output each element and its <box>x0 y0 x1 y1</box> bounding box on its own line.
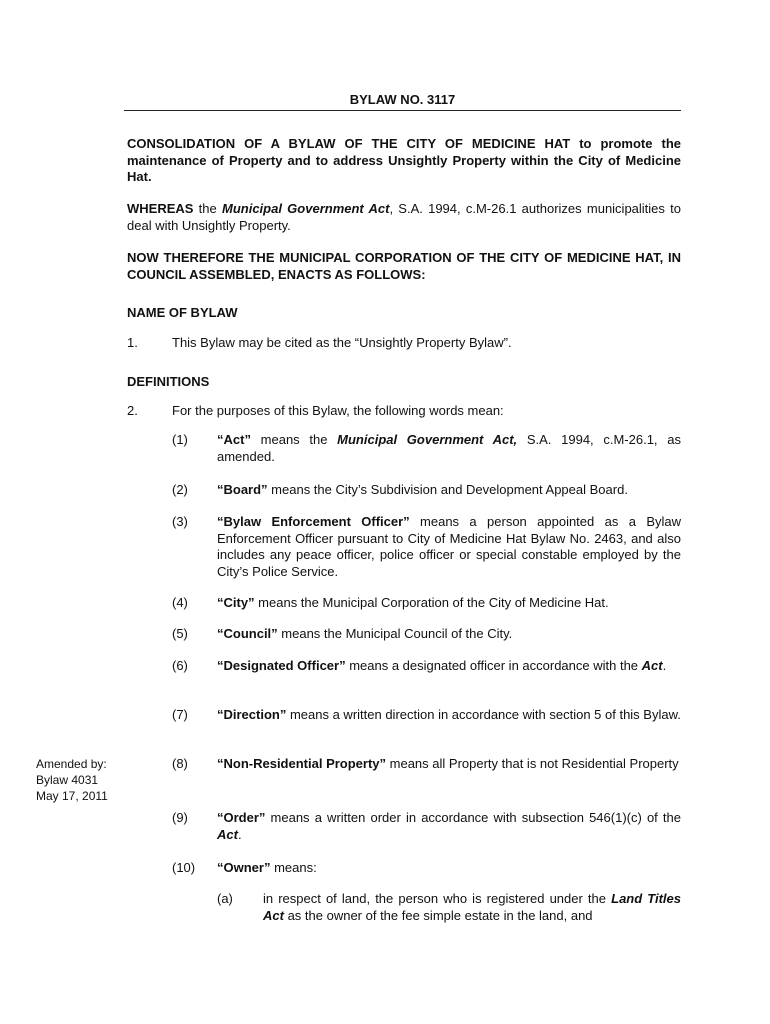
definition-term: “Designated Officer” <box>217 658 346 673</box>
definition-body: means a written direction in accordance with section 5 of this Bylaw. <box>286 707 681 722</box>
definition-term: “Non-Residential Property” <box>217 756 387 771</box>
whereas-act-name: Municipal Government Act <box>222 201 390 216</box>
definition-body: means a written order in accordance with subsection 546(1)(c) of the <box>265 810 681 825</box>
definition-text <box>217 756 681 773</box>
definition-suffix: . <box>662 658 667 673</box>
definition-body: means the Municipal Corporation of the City of Medicine Hat. <box>254 595 609 610</box>
definition-number: (1) <box>172 432 188 447</box>
owner-term: “Owner” <box>217 860 271 875</box>
consolidation-title: CONSOLIDATION OF A BYLAW OF THE CITY OF MEDICINE HAT to promote the maintenance of Property and to address Unsightly Property within the City of Medicine Hat. <box>127 136 681 184</box>
bylaw-title: BYLAW NO. 3117 <box>349 92 456 107</box>
owner-pre: means: <box>270 860 317 875</box>
enactment-clause: NOW THEREFORE THE MUNICIPAL CORPORATION OF THE CITY OF MEDICINE HAT, IN COUNCIL ASSEMBLED, ENACTS AS FOLLOWS: <box>127 250 681 282</box>
definition-term: “City” <box>217 595 255 610</box>
amendment-note-line: Bylaw 4031 <box>36 773 99 787</box>
amendment-note-line: Amended by: <box>36 757 107 771</box>
definition-text <box>217 514 681 580</box>
definition-text <box>217 432 681 465</box>
owner-sub-post: as the owner of the fee simple estate in the land, and <box>283 907 593 923</box>
definition-number: (9) <box>172 810 188 825</box>
definition-body: means a person appointed as a Bylaw Enforcement Officer pursuant to City of Medicine Hat Bylaw No. 2463, and also includes any peace officer, police officer or special constable employed by the City’s Police Service. <box>217 514 681 579</box>
definition-text <box>217 658 681 675</box>
owner-sub-emph: Land Titles Act <box>263 891 682 923</box>
definition-term: “Order” <box>217 810 266 825</box>
definition-number: (6) <box>172 658 188 673</box>
section-1-text: This Bylaw may be cited as the “Unsightly Property Bylaw”. <box>172 335 512 350</box>
whereas-clause <box>127 201 681 234</box>
definition-number: (2) <box>172 482 188 497</box>
definition-suffix: . <box>237 826 242 842</box>
definition-text <box>217 810 681 843</box>
definition-text <box>217 626 681 643</box>
definition-body: means a designated officer in accordance with the <box>345 658 642 673</box>
definition-suffix: S.A. 1994, c.M-26.1, as amended. <box>217 432 681 464</box>
amendment-note-line: May 17, 2011 <box>36 789 108 803</box>
definition-body: means the Municipal Council of the City. <box>277 626 513 641</box>
definition-text <box>217 595 681 612</box>
definition-term: “Bylaw Enforcement Officer” <box>217 514 410 529</box>
owner-definition <box>217 860 681 877</box>
definitions-heading: DEFINITIONS <box>127 374 210 389</box>
amendment-note <box>36 756 126 804</box>
whereas-the: the <box>193 201 222 216</box>
definition-number: (4) <box>172 595 188 610</box>
definition-number: (7) <box>172 707 188 722</box>
definition-emphasis: Municipal Government Act, <box>337 432 518 447</box>
name-heading: NAME OF BYLAW <box>127 305 238 320</box>
owner-sub-text <box>263 891 681 924</box>
title-underline <box>124 110 681 111</box>
definition-term: “Act” <box>217 432 251 447</box>
definition-number: (8) <box>172 756 188 771</box>
section-2-number: 2. <box>127 403 138 418</box>
whereas-rest: , S.A. 1994, c.M-26.1 authorizes municipalities to deal with Unsightly Property. <box>127 201 681 233</box>
definition-term: “Council” <box>217 626 278 641</box>
definition-term: “Board” <box>217 482 268 497</box>
definition-body: means all Property that is not Residential Property <box>386 756 679 771</box>
section-2-text: For the purposes of this Bylaw, the following words mean: <box>172 403 504 418</box>
section-1-number: 1. <box>127 335 138 350</box>
owner-sub-pre: in respect of land, the person who is registered under the <box>263 891 612 906</box>
definition-number: (3) <box>172 514 188 529</box>
definition-number: (5) <box>172 626 188 641</box>
definition-emphasis: Act <box>641 658 663 673</box>
definition-text <box>217 707 681 724</box>
owner-sub-letter: (a) <box>217 891 233 906</box>
definition-emphasis: Act <box>217 826 238 842</box>
definition-text <box>217 482 681 499</box>
definition-term: “Direction” <box>217 707 287 722</box>
definition-body: means the City’s Subdivision and Development Appeal Board. <box>267 482 628 497</box>
definition-body: means the <box>250 432 338 447</box>
whereas-lead: WHEREAS <box>127 201 194 216</box>
owner-number: (10) <box>172 860 196 875</box>
